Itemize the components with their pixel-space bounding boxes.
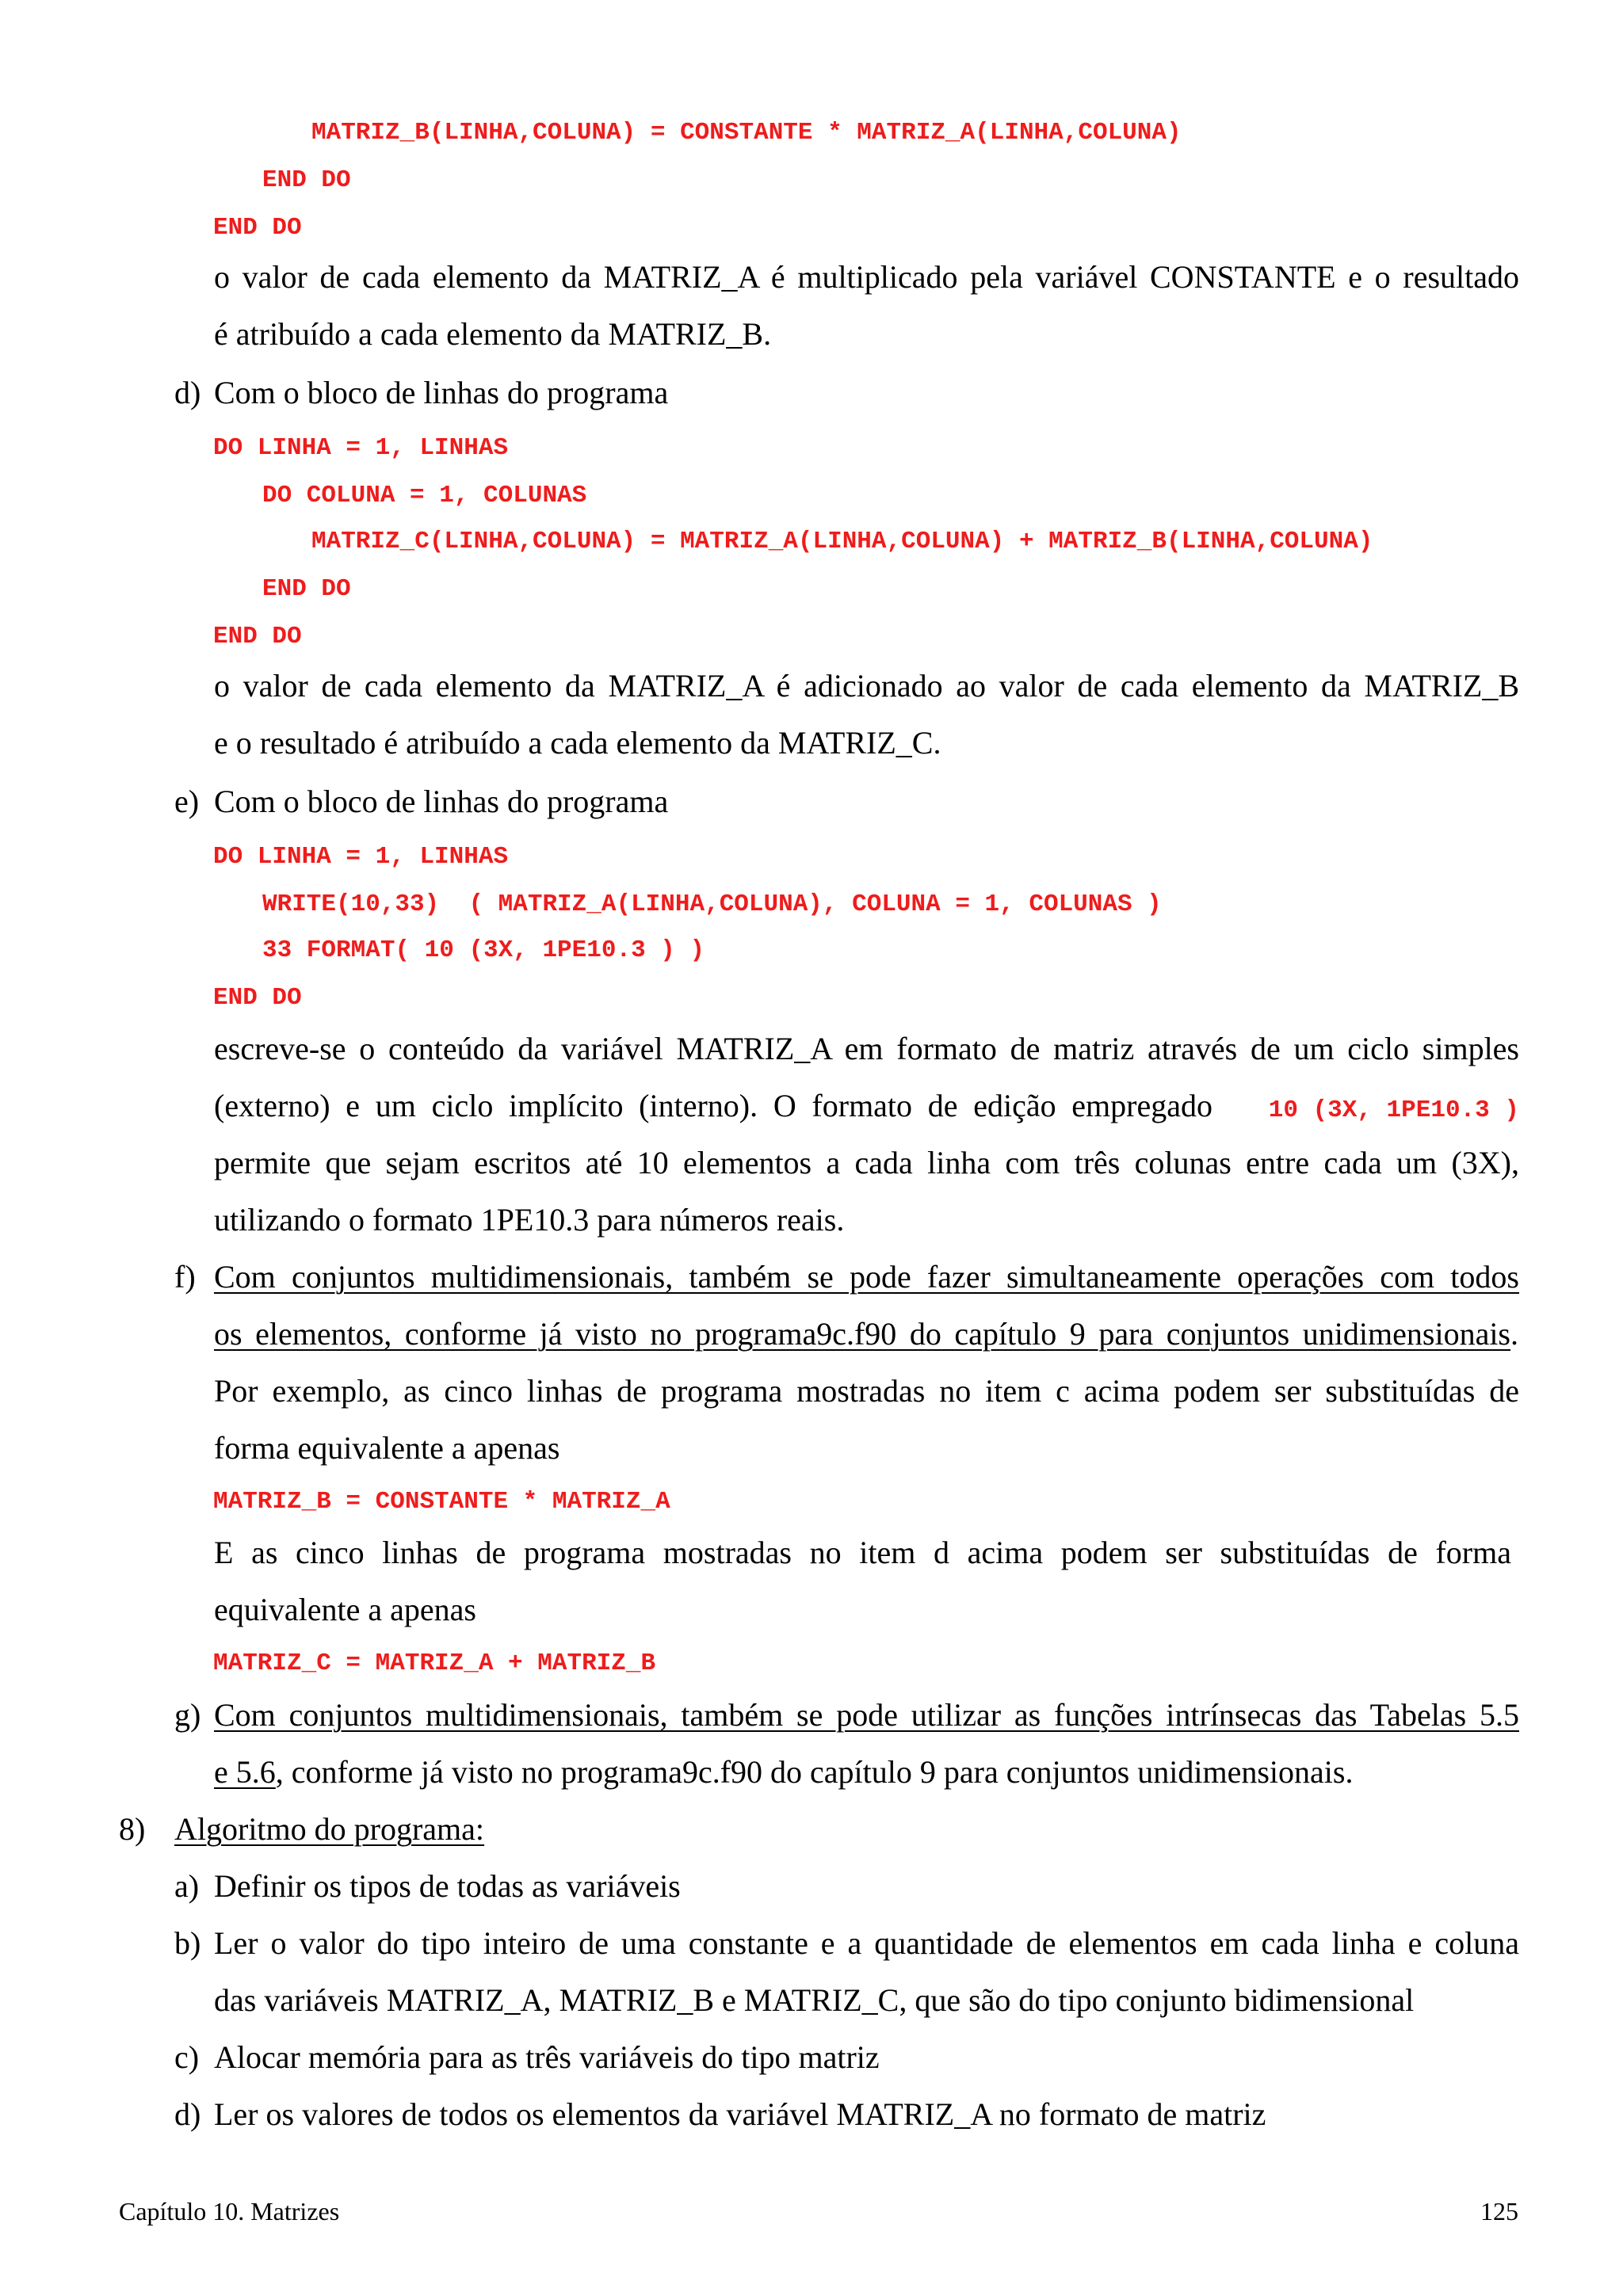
paragraph-line: permite que sejam escritos até 10 elementos a cada linha com três colunas entre cada um (3X), [214, 1145, 1519, 1180]
underlined-text: e 5.6 [214, 1754, 276, 1790]
paragraph-line: Por exemplo, as cinco linhas de programa mostradas no item c acima podem ser substituídas de [214, 1373, 1519, 1409]
paragraph-text: , conforme já visto no programa9c.f90 do capítulo 9 para conjuntos unidimensionais. [275, 1754, 1354, 1790]
code-line: MATRIZ_C = MATRIZ_A + MATRIZ_B [213, 1650, 656, 1677]
footer-page-number: 125 [1480, 2197, 1518, 2225]
list-item-text: Alocar memória para as três variáveis do tipo matriz [214, 2039, 880, 2075]
code-line: WRITE(10,33) ( MATRIZ_A(LINHA,COLUNA), COLUNA = 1, COLUNAS ) [262, 891, 1162, 918]
code-line: END DO [213, 984, 302, 1012]
paragraph-line: forma equivalente a apenas [214, 1430, 560, 1466]
code-line: DO LINHA = 1, LINHAS [213, 843, 509, 871]
list-label: e) [174, 784, 200, 819]
underlined-line: Com conjuntos multidimensionais, também se pode fazer simultaneamente operações com todos [214, 1259, 1519, 1295]
underlined-line: Com conjuntos multidimensionais, também se pode utilizar as funções intrínsecas das Tabelas 5.5 [214, 1697, 1519, 1733]
list-label: g) [174, 1697, 201, 1733]
paragraph-line: E as cinco linhas de programa mostradas no item d acima podem ser substituídas de forma [214, 1535, 1511, 1570]
code-line: 33 FORMAT( 10 (3X, 1PE10.3 ) ) [262, 936, 705, 964]
list-label: d) [174, 375, 201, 410]
list-label: c) [174, 2039, 200, 2075]
paragraph-line: equivalente a apenas [214, 1592, 476, 1627]
paragraph-line: é atribuído a cada elemento da MATRIZ_B. [214, 316, 772, 352]
list-label: f) [174, 1259, 196, 1295]
list-label: d) [174, 2096, 201, 2132]
list-label: b) [174, 1925, 201, 1961]
paragraph-line: utilizando o formato 1PE10.3 para números reais. [214, 1202, 845, 1238]
section-title: Algoritmo do programa: [174, 1811, 485, 1847]
code-line: MATRIZ_B = CONSTANTE * MATRIZ_A [213, 1488, 670, 1516]
period: . [1510, 1316, 1518, 1352]
code-line: END DO [213, 623, 302, 650]
paragraph-text: (externo) e um ciclo implícito (interno). O formato de edição empregado [214, 1088, 1212, 1123]
paragraph-line: e o resultado é atribuído a cada elemento da MATRIZ_C. [214, 725, 941, 761]
code-line: END DO [213, 214, 302, 242]
code-line: END DO [262, 166, 351, 194]
paragraph-line: o valor de cada elemento da MATRIZ_A é multiplicado pela variável CONSTANTE e o resultado [214, 259, 1519, 295]
list-item-text: Com o bloco de linhas do programa [214, 375, 669, 410]
paragraph-line: escreve-se o conteúdo da variável MATRIZ_A em formato de matriz através de um ciclo simples [214, 1031, 1519, 1066]
list-item-text: Definir os tipos de todas as variáveis [214, 1868, 681, 1904]
list-item-text: das variáveis MATRIZ_A, MATRIZ_B e MATRIZ_C, que são do tipo conjunto bidimensional [214, 1982, 1415, 2018]
paragraph-line-mixed [214, 1756, 1353, 1788]
underlined-text: os elementos, conforme já visto no programa9c.f90 do capítulo 9 para conjuntos unidimensionais [214, 1316, 1510, 1352]
code-line: MATRIZ_B(LINHA,COLUNA) = CONSTANTE * MATRIZ_A(LINHA,COLUNA) [311, 119, 1182, 147]
list-item-text: Com o bloco de linhas do programa [214, 784, 669, 819]
list-item-text: Ler os valores de todos os elementos da variável MATRIZ_A no formato de matriz [214, 2096, 1266, 2132]
code-line: END DO [262, 575, 351, 603]
section-number: 8) [119, 1811, 146, 1847]
code-line: DO COLUNA = 1, COLUNAS [262, 482, 587, 509]
list-label: a) [174, 1868, 200, 1904]
code-line: MATRIZ_C(LINHA,COLUNA) = MATRIZ_A(LINHA,COLUNA) + MATRIZ_B(LINHA,COLUNA) [311, 528, 1373, 555]
code-line: DO LINHA = 1, LINHAS [213, 434, 509, 462]
list-item-text: Ler o valor do tipo inteiro de uma constante e a quantidade de elementos em cada linha e coluna [214, 1925, 1519, 1961]
footer-chapter: Capítulo 10. Matrizes [119, 2197, 340, 2225]
inline-code: 10 (3X, 1PE10.3 ) [1268, 1097, 1519, 1124]
paragraph-line-mixed [214, 1090, 1519, 1123]
paragraph-line: o valor de cada elemento da MATRIZ_A é adicionado ao valor de cada elemento da MATRIZ_B [214, 668, 1519, 704]
paragraph-line-mixed [214, 1318, 1518, 1350]
